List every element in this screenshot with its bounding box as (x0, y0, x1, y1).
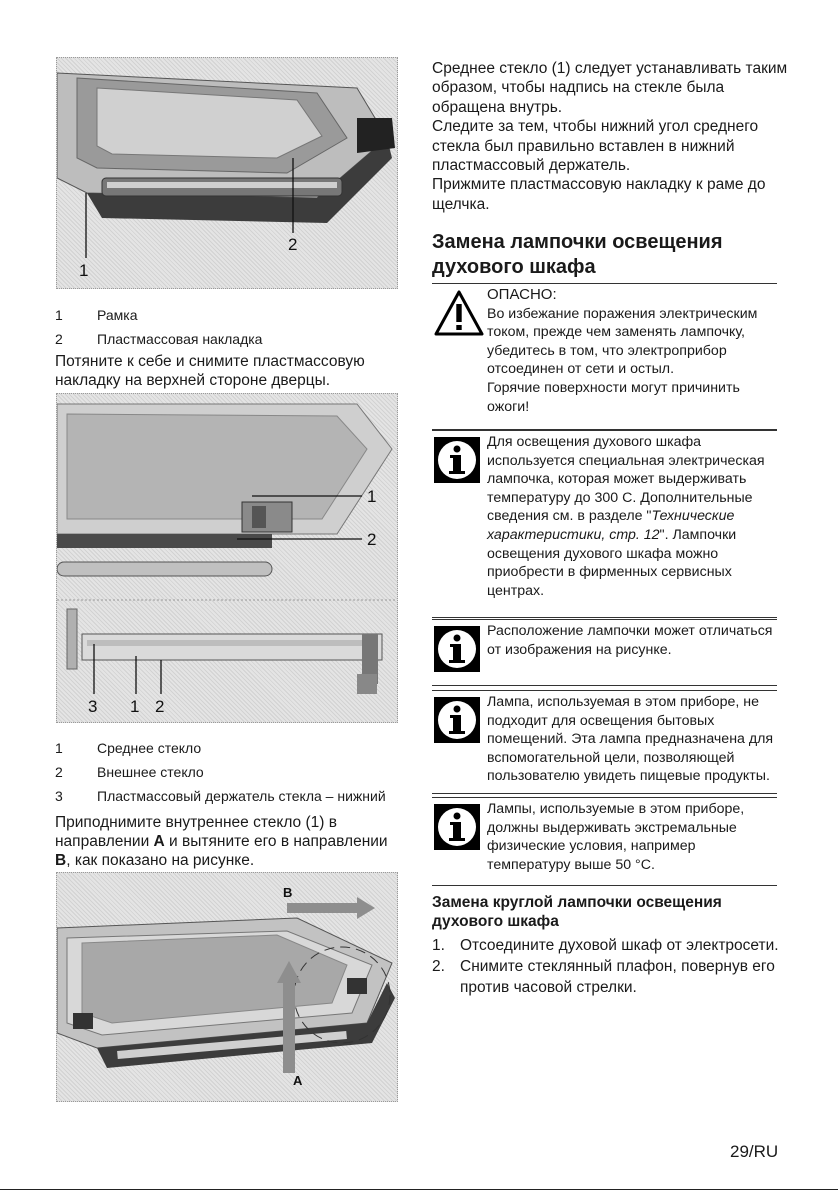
door-glass-illustration (57, 394, 397, 722)
step-text: Снимите стеклянный плафон, повернув его против часовой стрелки. (460, 958, 775, 996)
info-note-location (432, 619, 777, 686)
figure-lift-glass (56, 872, 398, 1102)
info-text (487, 693, 777, 786)
direction-a: A (153, 833, 165, 850)
warning-line: Во избежание поражения электрическим током, прежде чем заменять лампочку, убедитесь в том, что электроприбор отсоединен от сети и остыл. (487, 305, 758, 378)
lift-glass-illustration (57, 873, 397, 1101)
info-note-purpose (432, 690, 777, 794)
section-title (432, 230, 792, 280)
figure3-label-a: A (293, 1073, 303, 1088)
info-note-extreme (432, 797, 777, 886)
info-text (487, 622, 777, 659)
steps-list (432, 935, 792, 998)
legend-figure1 (55, 303, 262, 351)
figure2-label-1: 1 (367, 487, 377, 506)
step-number: 1. (432, 937, 445, 954)
info-icon (434, 437, 480, 483)
warning-triangle-icon (434, 290, 484, 336)
legend-number: 3 (55, 788, 63, 804)
warning-line: Горячие поверхности могут причинить ожоги! (487, 379, 740, 415)
page-number: 29/RU (730, 1142, 779, 1161)
direction-b: B (55, 852, 67, 869)
info-paragraph: Лампы, используемые в этом приборе, должны выдерживать экстремальные физические условия, например температуру выше 50 °C. (487, 801, 745, 873)
info-icon (434, 626, 480, 672)
info-icon (434, 697, 480, 743)
info-paragraph: Лампа, используемая в этом приборе, не подходит для освещения бытовых помещений. Эта лампа предназначена для вспомогательной цели, позволяющей пользователю увидеть пищевые продукты. (487, 694, 774, 785)
legend-number: 1 (55, 307, 63, 323)
info-reference: Технические характеристики, стр. 12 (487, 508, 735, 543)
info-text (487, 433, 777, 600)
intro-paragraph: Среднее стекло (1) следует устанавливать таким образом, чтобы надпись на стекле была обращена внутрь. (432, 60, 788, 116)
legend-text: Среднее стекло (97, 740, 202, 756)
section-title-line2: духового шкафа (432, 256, 596, 278)
paragraph-lift-glass (55, 813, 397, 870)
legend-row (55, 760, 386, 784)
warning-title: ОПАСНО: (487, 286, 557, 303)
legend-text: Пластмассовая накладка (97, 331, 263, 347)
step-item (432, 956, 792, 998)
info-note-lamp (432, 430, 777, 618)
legend-row (55, 327, 262, 351)
paragraph-text: , как показано на рисунке. (66, 852, 255, 869)
step-text: Отсоедините духовой шкаф от электросети. (460, 937, 779, 954)
section-title-line1: Замена лампочки освещения (432, 231, 723, 253)
legend-text: Внешнее стекло (97, 764, 204, 780)
legend-number: 2 (55, 331, 63, 347)
figure2-label-2: 2 (367, 530, 377, 549)
footer-rule (0, 1189, 838, 1190)
figure2-label-1b: 1 (130, 697, 140, 716)
paragraph-text: Приподнимите внутреннее стекло (1) в направлении (55, 814, 337, 850)
legend-number: 1 (55, 740, 63, 756)
paragraph-remove-cover: Потяните к себе и снимите пластмассовую накладку на верхней стороне дверцы. (55, 353, 365, 389)
intro-paragraphs (432, 59, 792, 214)
legend-row (55, 736, 386, 760)
info-text-part: Для освещения духового шкафа используется специальная электрическая лампочка, которая может выдерживать температуру до 300 C. Дополнительные сведения см. в разделе " (487, 434, 765, 525)
paragraph-text: и вытяните его в направлении (164, 833, 388, 850)
figure3-label-b: B (283, 885, 293, 900)
figure-door-frame (56, 57, 398, 289)
figure2-label-2b: 2 (155, 697, 165, 716)
info-paragraph (487, 433, 777, 600)
warning-note (432, 283, 777, 430)
info-text-part: ". Лампочки освещения духового шкафа можно приобрести в фирменных сервисных центрах. (487, 526, 737, 599)
legend-row (55, 303, 262, 327)
intro-paragraph: Прижмите пластмассовую накладку к раме до щелчка. (432, 176, 766, 213)
figure1-label-1: 1 (79, 261, 89, 280)
intro-paragraph: Следите за тем, чтобы нижний угол среднего стекла был правильно вставлен в нижний пластмассовый держатель. (432, 118, 759, 175)
figure2-label-3: 3 (88, 697, 98, 716)
step-number: 2. (432, 958, 445, 975)
info-paragraph: Расположение лампочки может отличаться от изображения на рисунке. (487, 623, 773, 658)
legend-figure2 (55, 736, 386, 808)
legend-row (55, 784, 386, 808)
step-item (432, 935, 792, 956)
info-text (487, 800, 777, 874)
info-icon (434, 804, 480, 850)
legend-text: Пластмассовый держатель стекла – нижний (97, 788, 386, 804)
warning-text (487, 286, 777, 416)
figure-door-glass (56, 393, 398, 723)
legend-number: 2 (55, 764, 63, 780)
subsection-title: Замена круглой лампочки освещения духового шкафа (432, 894, 722, 930)
legend-text: Рамка (97, 307, 138, 323)
figure1-label-2: 2 (288, 235, 298, 254)
door-frame-illustration (57, 58, 397, 288)
